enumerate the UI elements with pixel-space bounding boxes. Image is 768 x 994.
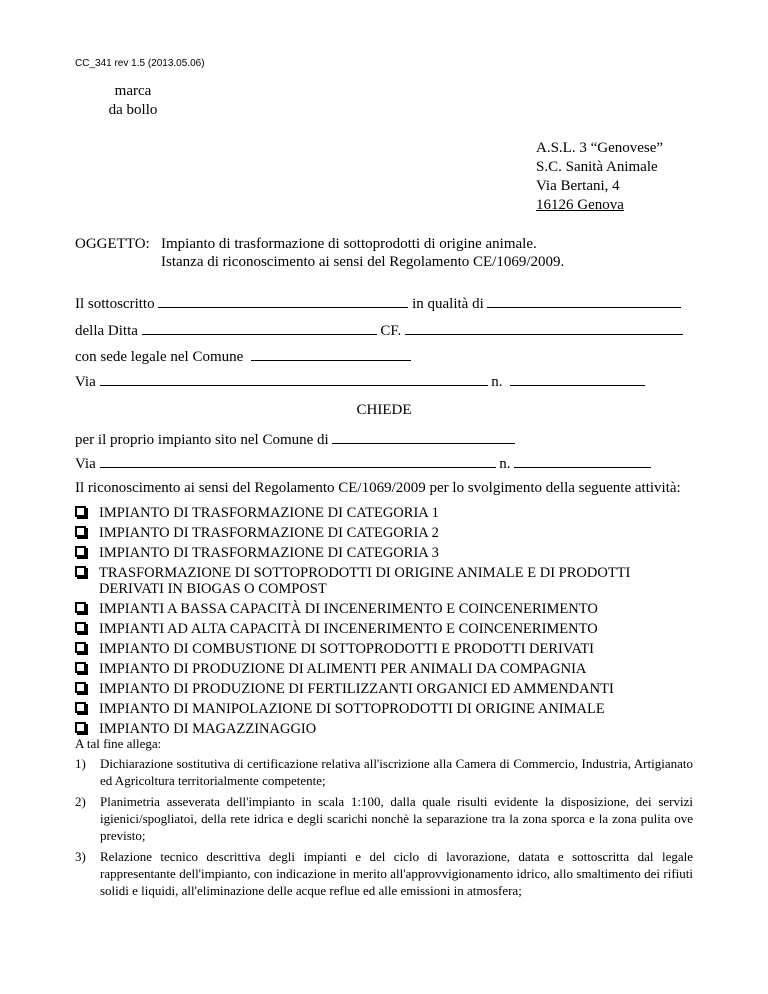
activity-item[interactable]: IMPIANTO DI PRODUZIONE DI FERTILIZZANTI ORGANICI ED AMMENDANTI xyxy=(75,681,695,697)
ditta-label: della Ditta xyxy=(75,323,138,339)
checkbox-icon[interactable] xyxy=(75,506,86,517)
form-line-via-2 xyxy=(75,453,651,473)
subject-block xyxy=(75,235,564,271)
subject-label: OGGETTO: xyxy=(75,236,150,252)
attachments-label: A tal fine allega: xyxy=(75,736,162,751)
checkbox-icon[interactable] xyxy=(75,546,86,557)
activity-item[interactable]: IMPIANTI AD ALTA CAPACITÀ DI INCENERIMENTO E COINCENERIMENTO xyxy=(75,621,695,637)
recipient-address xyxy=(536,139,663,215)
sede-label: con sede legale nel Comune xyxy=(75,349,244,365)
form-line-ditta xyxy=(75,320,683,340)
document-code: CC_341 rev 1.5 (2013.05.06) xyxy=(75,58,205,69)
impianto-comune-field[interactable] xyxy=(332,429,515,444)
checkbox-icon[interactable] xyxy=(75,566,86,577)
recipient-line-2: S.C. Sanità Animale xyxy=(536,159,658,175)
checkbox-icon[interactable] xyxy=(75,702,86,713)
attachments-list xyxy=(75,755,693,903)
qualita-field[interactable] xyxy=(487,293,681,308)
via2-field[interactable] xyxy=(100,453,496,468)
form-line-via xyxy=(75,371,645,391)
checkbox-icon[interactable] xyxy=(75,662,86,673)
checkbox-icon[interactable] xyxy=(75,622,86,633)
form-line-impianto-comune xyxy=(75,429,515,449)
ditta-field[interactable] xyxy=(142,320,377,335)
n2-label: n. xyxy=(499,456,511,472)
activity-item[interactable]: IMPIANTI A BASSA CAPACITÀ DI INCENERIMENTO E COINCENERIMENTO xyxy=(75,601,695,617)
activity-checklist xyxy=(75,505,695,741)
activity-item[interactable]: IMPIANTO DI TRASFORMAZIONE DI CATEGORIA 3 xyxy=(75,545,695,561)
chiede-heading: CHIEDE xyxy=(356,402,412,418)
n-field[interactable] xyxy=(510,371,645,386)
n2-field[interactable] xyxy=(514,453,651,468)
request-intro: Il riconoscimento ai sensi del Regolamento CE/1069/2009 per lo svolgimento della seguente attività: xyxy=(75,480,681,496)
qualita-label: in qualità di xyxy=(412,296,484,312)
activity-item[interactable]: IMPIANTO DI TRASFORMAZIONE DI CATEGORIA 2 xyxy=(75,525,695,541)
attachment-item: 1) Dichiarazione sostitutiva di certificazione relativa all'iscrizione alla Camera di Commercio, Industria, Artigianato ed Agricoltura territorialmente competente; xyxy=(75,756,693,788)
activity-item[interactable]: IMPIANTO DI PRODUZIONE DI ALIMENTI PER ANIMALI DA COMPAGNIA xyxy=(75,661,695,677)
activity-item[interactable]: IMPIANTO DI TRASFORMAZIONE DI CATEGORIA 1 xyxy=(75,505,695,521)
stamp-line-2: da bollo xyxy=(108,102,158,118)
via2-label: Via xyxy=(75,456,96,472)
checkbox-icon[interactable] xyxy=(75,602,86,613)
sottoscritto-field[interactable] xyxy=(158,293,408,308)
activity-item[interactable]: TRASFORMAZIONE DI SOTTOPRODOTTI DI ORIGINE ANIMALE E DI PRODOTTI DERIVATI IN BIOGAS O COMPOST xyxy=(75,565,695,597)
sede-field[interactable] xyxy=(251,346,411,361)
stamp-line-1: marca xyxy=(114,83,152,99)
recipient-line-4: 16126 Genova xyxy=(536,197,624,213)
subject-line-1: Impianto di trasformazione di sottoprodotti di origine animale. xyxy=(161,236,537,252)
n-label: n. xyxy=(491,374,503,390)
recipient-line-3: Via Bertani, 4 xyxy=(536,178,620,194)
activity-item[interactable]: IMPIANTO DI COMBUSTIONE DI SOTTOPRODOTTI E PRODOTTI DERIVATI xyxy=(75,641,695,657)
cf-label: CF. xyxy=(380,323,402,339)
checkbox-icon[interactable] xyxy=(75,722,86,733)
form-line-sede xyxy=(75,346,411,366)
checkbox-icon[interactable] xyxy=(75,682,86,693)
impianto-comune-label: per il proprio impianto sito nel Comune di xyxy=(75,432,329,448)
subject-line-2: Istanza di riconoscimento ai sensi del Regolamento CE/1069/2009. xyxy=(161,254,565,270)
checkbox-icon[interactable] xyxy=(75,526,86,537)
checkbox-icon[interactable] xyxy=(75,642,86,653)
cf-field[interactable] xyxy=(405,320,683,335)
recipient-line-1: A.S.L. 3 “Genovese” xyxy=(536,140,664,156)
via-label: Via xyxy=(75,374,96,390)
via-field[interactable] xyxy=(100,371,488,386)
sottoscritto-label: Il sottoscritto xyxy=(75,296,155,312)
revenue-stamp-area xyxy=(88,82,178,120)
attachment-item: 3) Relazione tecnico descrittiva degli impianti e del ciclo di lavorazione, datata e sottoscritta dal legale rappresentante dell'impianto, con indicazione in merito all'approvvigionamento idrico, allo smaltimento dei rifiuti solidi e liquidi, all'eliminazione delle acque reflue ed alle emissioni in atmosfera; xyxy=(75,849,693,898)
activity-item[interactable]: IMPIANTO DI MANIPOLAZIONE DI SOTTOPRODOTTI DI ORIGINE ANIMALE xyxy=(75,701,695,717)
form-line-sottoscritto xyxy=(75,293,681,313)
activity-item[interactable]: IMPIANTO DI MAGAZZINAGGIO xyxy=(75,721,695,737)
attachment-item: 2) Planimetria asseverata dell'impianto in scala 1:100, dalla quale risulti evidente la disposizione, dei servizi igienici/spogliatoi, della rete idrica e degli scarichi nonchè la separazione tra la zona sporca e la zona pulita ove previsto; xyxy=(75,794,693,843)
